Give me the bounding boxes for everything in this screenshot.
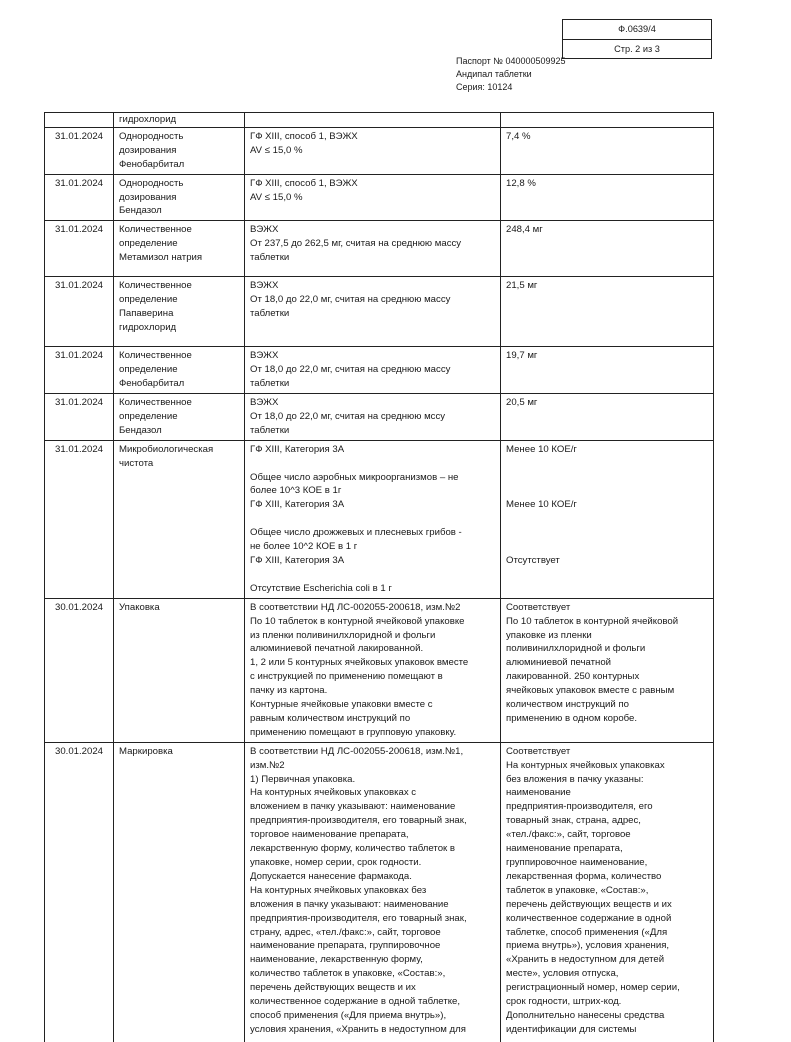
row-requirement-line: количественное содержание в одной таблетке, [250,995,496,1009]
row-date: 31.01.2024 [45,127,114,174]
row-test-name-line: Фенобарбитал [119,377,240,391]
row-date: 31.01.2024 [45,174,114,221]
row-result [501,347,714,394]
row-requirement-line: ВЭЖХ [250,349,496,363]
row-result [501,277,714,347]
row-result-line [506,484,709,498]
row-result-line: 20,5 мг [506,396,709,410]
row-requirement-line: вложения в пачку указывают: наименование [250,898,496,912]
row-result [501,174,714,221]
row-test-name-line: определение [119,410,240,424]
row-requirement-line: способ применения («Для приема внутрь»), [250,1009,496,1023]
row-requirement-line: В соответствии НД ЛС-002055-200618, изм.№1, [250,745,496,759]
row-result-line: применению в одном коробе. [506,712,709,726]
row-date: 30.01.2024 [45,598,114,742]
row-requirement [245,127,501,174]
row-requirement-line: наименование, лекарственную форму, [250,953,496,967]
row-test-name-line: Упаковка [119,601,240,615]
row-requirement [245,277,501,347]
row-requirement-line: Контурные ячейковые упаковки вместе с [250,698,496,712]
row-requirement-line: От 237,5 до 262,5 мг, считая на среднюю массу [250,237,496,251]
table-row [45,277,714,347]
row-result-line: предприятия-производителя, его [506,800,709,814]
table-row [45,394,714,441]
row-result-line: 19,7 мг [506,349,709,363]
row-test-name-line: Количественное [119,396,240,410]
row-requirement-line: От 18,0 до 22,0 мг, считая на среднюю мссу [250,410,496,424]
row-result-line: таблеток в упаковке, «Состав:», [506,884,709,898]
row-result-line: наименование препарата, [506,842,709,856]
row-test-name-line: определение [119,293,240,307]
row-requirement-line: предприятия-производителя, его товарный знак, [250,814,496,828]
row-requirement-line: 1) Первичная упаковка. [250,773,496,787]
row-result-line: «тел./факс:», сайт, торговое [506,828,709,842]
row-requirement [245,113,501,128]
row-result-line: таблетке, способ применения («Для [506,926,709,940]
row-result-line: ячейковых упаковок вместе с равным [506,684,709,698]
row-date: 31.01.2024 [45,440,114,598]
row-result-line: лакированной. 250 контурных [506,670,709,684]
row-requirement-line: вложением в пачку указывают: наименование [250,800,496,814]
row-requirement-line: От 18,0 до 22,0 мг, считая на среднюю массу [250,293,496,307]
row-test-name-line: Однородность [119,130,240,144]
row-requirement-line: Допускается нанесение фармакода. [250,870,496,884]
row-result-line: количеством инструкций по [506,698,709,712]
row-test-name [114,221,245,277]
row-requirement-line: условия хранения, «Хранить в недоступном для [250,1023,496,1037]
row-test-name [114,394,245,441]
row-requirement-line: ГФ XIII, Категория 3А [250,554,496,568]
row-date [45,113,114,128]
row-requirement [245,598,501,742]
row-test-name-line: Бендазол [119,204,240,218]
row-result-line: товарный знак, страна, адрес, [506,814,709,828]
row-test-name [114,127,245,174]
row-requirement-line: таблетки [250,377,496,391]
row-result-line: Менее 10 КОЕ/г [506,498,709,512]
form-code-box [562,19,712,59]
test-results-body [45,113,714,1042]
row-requirement-line: 1, 2 или 5 контурных ячейковых упаковок вместе [250,656,496,670]
row-test-name [114,440,245,598]
row-requirement-line: количество таблеток в упаковке, «Состав:», [250,967,496,981]
row-requirement-line: Отсутствие Escherichia coli в 1 г [250,582,496,596]
row-requirement [245,221,501,277]
row-test-name-line: Бендазол [119,424,240,438]
row-requirement-line: ВЭЖХ [250,223,496,237]
row-requirement-line: ГФ XIII, Категория 3А [250,443,496,457]
row-result-line [506,471,709,485]
row-test-name-line: определение [119,237,240,251]
row-requirement-line: алюминиевой печатной лакированной. [250,642,496,656]
row-requirement-line: изм.№2 [250,759,496,773]
row-requirement-line: с инструкцией по применению помещают в [250,670,496,684]
row-test-name [114,347,245,394]
row-requirement [245,347,501,394]
row-test-name-line: Количественное [119,349,240,363]
row-test-name [114,113,245,128]
row-test-name [114,174,245,221]
row-requirement [245,174,501,221]
row-date: 30.01.2024 [45,742,114,1042]
row-requirement-line: ВЭЖХ [250,279,496,293]
row-result-line [506,526,709,540]
row-requirement-line: страну, адрес, «тел./факс:», сайт, торговое [250,926,496,940]
row-requirement-line: упаковке, номер серии, срок годности. [250,856,496,870]
row-test-name [114,742,245,1042]
table-row [45,174,714,221]
row-result [501,440,714,598]
form-code: Ф.0639/4 [563,20,711,40]
row-result-line: месте», условия отпуска, [506,967,709,981]
row-test-name-line: Маркировка [119,745,240,759]
row-requirement-line: не более 10^2 КОЕ в 1 г [250,540,496,554]
row-result-line: Соответствует [506,745,709,759]
row-requirement-line: таблетки [250,307,496,321]
row-result-line: 7,4 % [506,130,709,144]
table-row [45,598,714,742]
row-test-name-line: Количественное [119,279,240,293]
row-result-line [506,512,709,526]
row-result [501,113,714,128]
row-result-line: группировочное наименование, [506,856,709,870]
row-result-line: «Хранить в недоступном для детей [506,953,709,967]
row-requirement-line: из пленки поливинилхлоридной и фольги [250,629,496,643]
row-result-line: наименование [506,786,709,800]
row-test-name-line: Микробиологическая [119,443,240,457]
row-result-line: По 10 таблеток в контурной ячейковой [506,615,709,629]
row-result-line [506,540,709,554]
row-requirement-line: наименование препарата, группировочное [250,939,496,953]
row-result-line: регистрационный номер, номер серии, [506,981,709,995]
test-results-table [44,112,714,1042]
row-result-line [506,457,709,471]
row-result-line: На контурных ячейковых упаковках [506,759,709,773]
row-result-line: 21,5 мг [506,279,709,293]
row-requirement-line: пачку из картона. [250,684,496,698]
row-result-line: Менее 10 КОЕ/г [506,443,709,457]
row-requirement-line: применению помещают в групповую упаковку. [250,726,496,740]
row-requirement-line [250,568,496,582]
row-requirement-line: торговое наименование препарата, [250,828,496,842]
row-result-line: количественное содержание в одной [506,912,709,926]
row-test-name-line: Метамизол натрия [119,251,240,265]
row-requirement-line: ВЭЖХ [250,396,496,410]
row-test-name-line: дозирования [119,191,240,205]
row-requirement-line: На контурных ячейковых упаковках с [250,786,496,800]
row-date: 31.01.2024 [45,277,114,347]
passport-header [456,55,566,95]
row-test-name-line: чистота [119,457,240,471]
row-requirement-line: ГФ XIII, способ 1, ВЭЖХ [250,177,496,191]
row-test-name-line: Фенобарбитал [119,158,240,172]
row-test-name-line: Однородность [119,177,240,191]
row-requirement-line: AV ≤ 15,0 % [250,191,496,205]
table-row [45,742,714,1042]
row-result-line: алюминиевой печатной [506,656,709,670]
row-requirement-line [250,512,496,526]
row-date: 31.01.2024 [45,221,114,277]
row-requirement-line: AV ≤ 15,0 % [250,144,496,158]
row-requirement-line: Общее число аэробных микроорганизмов – не [250,471,496,485]
row-requirement-line: лекарственную форму, количество таблеток в [250,842,496,856]
row-test-name-line: дозирования [119,144,240,158]
row-requirement-line: таблетки [250,251,496,265]
row-requirement-line: От 18,0 до 22,0 мг, считая на среднюю массу [250,363,496,377]
row-result [501,598,714,742]
table-row [45,113,714,128]
row-date: 31.01.2024 [45,347,114,394]
row-result-line: срок годности, штрих-код. [506,995,709,1009]
row-requirement-line: В соответствии НД ЛС-002055-200618, изм.№2 [250,601,496,615]
table-row [45,440,714,598]
row-requirement [245,394,501,441]
table-row [45,221,714,277]
row-requirement-line: предприятия-производителя, его товарный знак, [250,912,496,926]
row-requirement-line: перечень действующих веществ и их [250,981,496,995]
row-result-line: поливинилхлоридной и фольги [506,642,709,656]
series-number: Серия: 10124 [456,81,566,94]
passport-number: Паспорт № 040000509925 [456,55,566,68]
row-requirement-line: таблетки [250,424,496,438]
row-requirement-line: На контурных ячейковых упаковках без [250,884,496,898]
row-result-line: приема внутрь»), условия хранения, [506,939,709,953]
row-requirement-line: Общее число дрожжевых и плесневых грибов - [250,526,496,540]
row-result-line: упаковке из пленки [506,629,709,643]
row-test-name-line: Папаверина [119,307,240,321]
product-name: Андипал таблетки [456,68,566,81]
row-result [501,394,714,441]
row-requirement-line: равным количеством инструкций по [250,712,496,726]
row-requirement-line: По 10 таблеток в контурной ячейковой упаковке [250,615,496,629]
row-result [501,221,714,277]
row-result-line: Соответствует [506,601,709,615]
row-date: 31.01.2024 [45,394,114,441]
row-result-line: 12,8 % [506,177,709,191]
table-row [45,347,714,394]
row-requirement-line: ГФ XIII, способ 1, ВЭЖХ [250,130,496,144]
row-requirement-line: более 10^3 КОЕ в 1г [250,484,496,498]
row-test-name-line: определение [119,363,240,377]
row-result-line: Отсутствует [506,554,709,568]
row-result-line: без вложения в пачку указаны: [506,773,709,787]
row-test-name-line: Количественное [119,223,240,237]
row-result-line: 248,4 мг [506,223,709,237]
row-result [501,742,714,1042]
row-result-line: лекарственная форма, количество [506,870,709,884]
row-requirement-line: ГФ XIII, Категория 3А [250,498,496,512]
row-result-line: перечень действующих веществ и их [506,898,709,912]
row-requirement-line [250,457,496,471]
page-number: Стр. 2 из 3 [563,40,711,59]
row-result-line: Дополнительно нанесены средства [506,1009,709,1023]
row-test-name [114,598,245,742]
row-test-name [114,277,245,347]
table-row [45,127,714,174]
row-requirement [245,440,501,598]
row-test-name-line: гидрохлорид [119,113,240,127]
row-requirement [245,742,501,1042]
row-test-name-line: гидрохлорид [119,321,240,335]
row-result [501,127,714,174]
row-result-line: идентификации для системы [506,1023,709,1037]
